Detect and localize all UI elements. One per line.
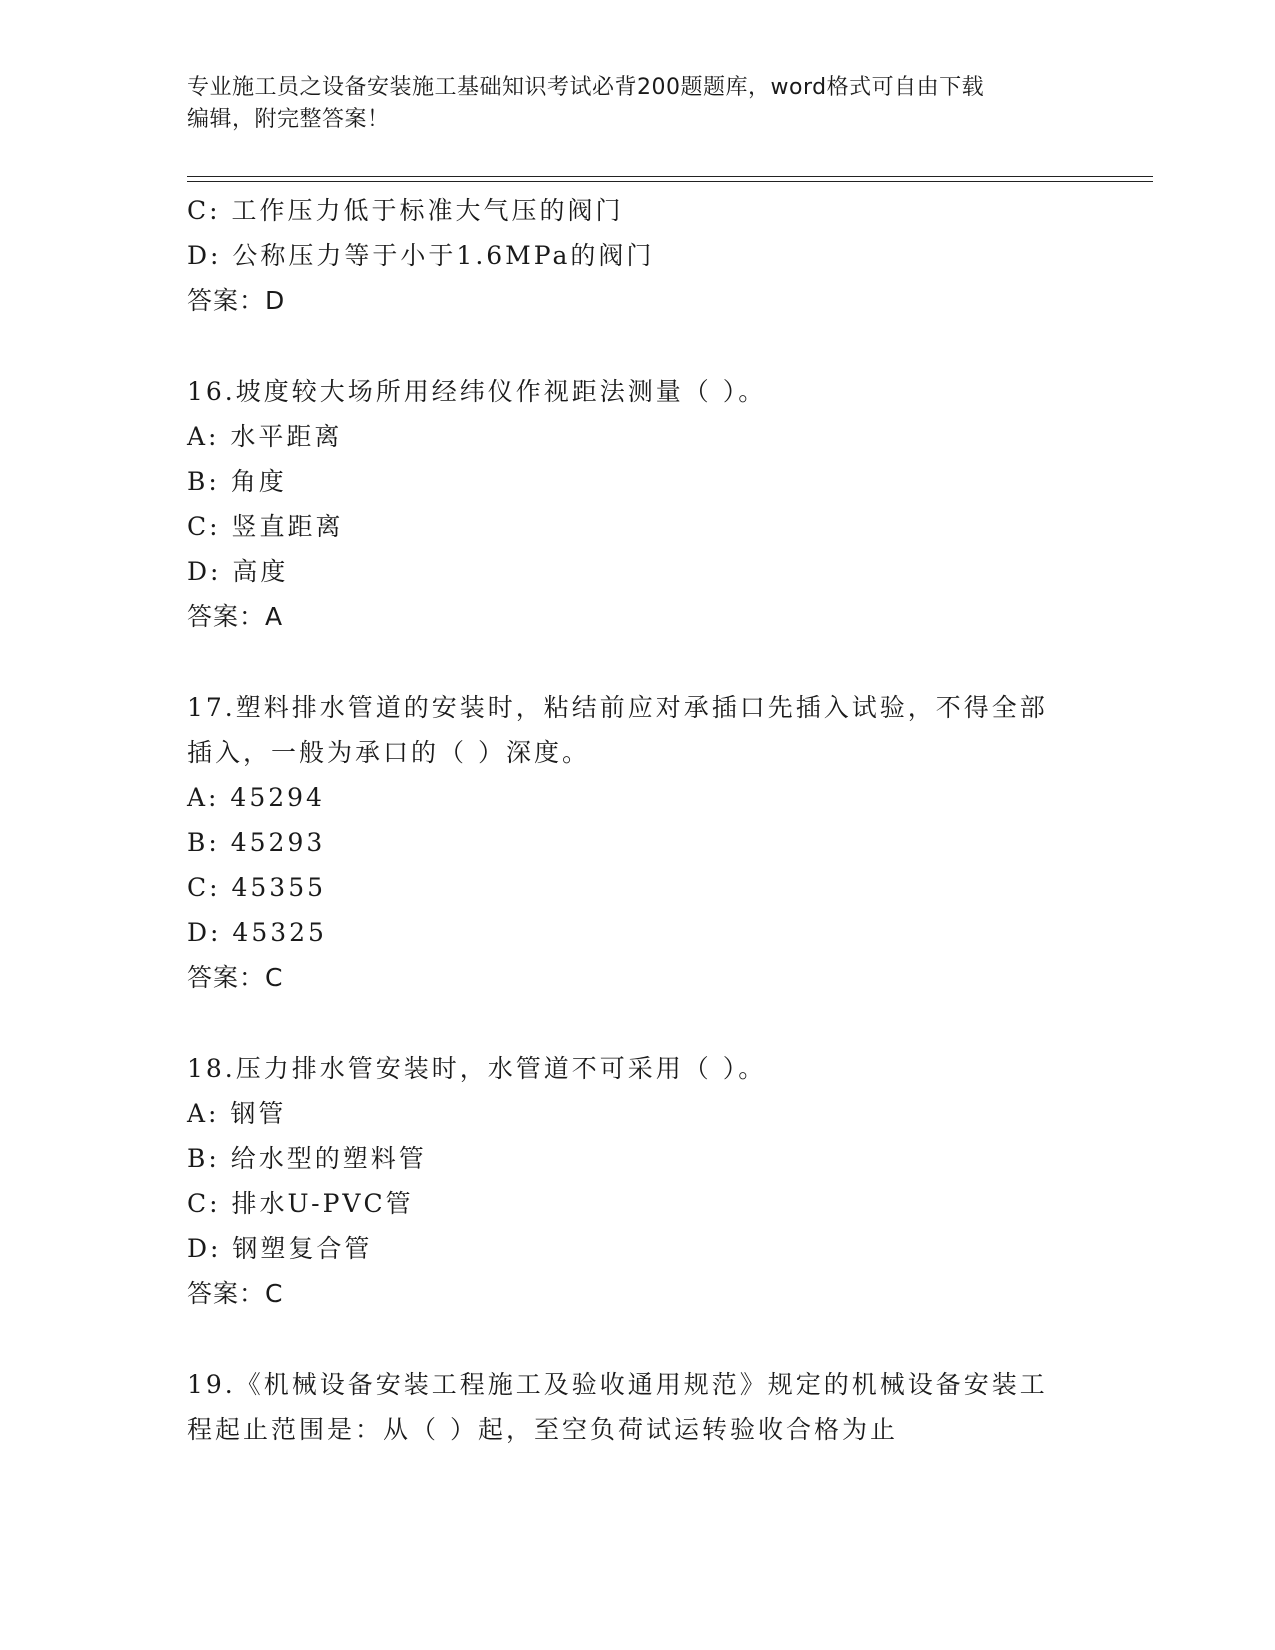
answer-line: 答案：A — [187, 602, 284, 631]
document-header — [187, 72, 1067, 136]
option-b: B: 角度 — [187, 467, 287, 496]
question-text: 16.坡度较大场所用经纬仪作视距法测量（ ）。 — [187, 377, 767, 406]
question-block-18 — [187, 1046, 1087, 1316]
header-title-line-2: 编辑，附完整答案！ — [187, 107, 390, 132]
option-d: D: 钢塑复合管 — [187, 1234, 373, 1263]
question-block-15 — [187, 188, 1087, 323]
option-c: C: 45355 — [187, 873, 327, 902]
answer-line: 答案：C — [187, 1279, 284, 1308]
question-text-line-1: 17.塑料排水管道的安装时，粘结前应对承插口先插入试验，不得全部 — [187, 693, 1048, 722]
option-c: C: 竖直距离 — [187, 512, 344, 541]
question-text-line-2: 插入，一般为承口的（ ）深度。 — [187, 738, 590, 767]
spacer — [187, 1000, 1087, 1046]
option-c: C: 工作压力低于标准大气压的阀门 — [187, 196, 624, 225]
answer-line: 答案：C — [187, 963, 284, 992]
option-c: C: 排水U-PVC管 — [187, 1189, 414, 1218]
option-a: A: 钢管 — [187, 1099, 287, 1128]
question-block-17 — [187, 685, 1087, 1000]
spacer — [187, 323, 1087, 369]
option-b: B: 45293 — [187, 828, 326, 857]
question-list — [187, 188, 1087, 1452]
option-a: A: 水平距离 — [187, 422, 343, 451]
option-b: B: 给水型的塑料管 — [187, 1144, 427, 1173]
header-divider-top — [187, 176, 1153, 177]
question-text-line-2: 程起止范围是：从（ ）起，至空负荷试运转验收合格为止 — [187, 1415, 898, 1444]
question-text: 18.压力排水管安装时，水管道不可采用（ ）。 — [187, 1054, 767, 1083]
option-d: D: 公称压力等于小于1.6MPa的阀门 — [187, 241, 655, 270]
header-divider-bottom — [187, 181, 1153, 182]
question-block-19 — [187, 1362, 1087, 1452]
option-d: D: 高度 — [187, 557, 289, 586]
option-a: A: 45294 — [187, 783, 325, 812]
spacer — [187, 639, 1087, 685]
question-block-16 — [187, 369, 1087, 639]
option-d: D: 45325 — [187, 918, 327, 947]
answer-line: 答案：D — [187, 286, 286, 315]
header-title-line-1: 专业施工员之设备安装施工基础知识考试必背200题题库，word格式可自由下载 — [187, 75, 985, 100]
spacer — [187, 1316, 1087, 1362]
question-text-line-1: 19.《机械设备安装工程施工及验收通用规范》规定的机械设备安装工 — [187, 1370, 1048, 1399]
